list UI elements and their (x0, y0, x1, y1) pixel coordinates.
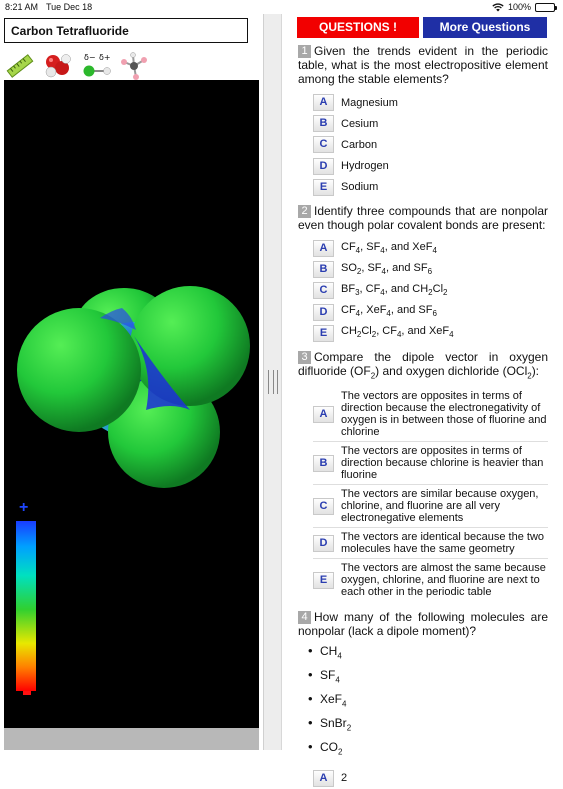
option-letter[interactable]: C (313, 498, 334, 515)
option-3c[interactable]: C The vectors are similar because oxygen, chlorine, and fluorine are all very electronegative elements (313, 485, 548, 528)
question-number: 3 (298, 351, 311, 364)
option-letter[interactable]: A (313, 240, 334, 257)
option-letter[interactable]: A (313, 770, 334, 787)
split-divider[interactable] (264, 14, 282, 750)
option-letter[interactable]: A (313, 94, 334, 111)
option-text: $CF_4$, XeF$_4$, and $SF_6$ (341, 304, 437, 319)
status-time: 8:21 AM (5, 2, 39, 12)
ball-stick-icon[interactable] (120, 52, 148, 80)
dipole-icon[interactable] (82, 52, 110, 80)
divider-handle-icon[interactable] (268, 370, 278, 394)
option-3b[interactable]: B The vectors are opposites in terms of direction because chlorine is heavier than fluorine (313, 442, 548, 485)
option-2b[interactable] (313, 259, 548, 280)
option-letter[interactable]: B (313, 455, 334, 472)
option-text: $BF_3$, $CF_4$, and $CH_2Cl_2$ (341, 282, 448, 298)
question-1-text: 1 Given the trends evident in the periodic table, what is the most electropositive element among the stable elements? (298, 44, 548, 86)
molecule-item: • XeF$_4$ (320, 690, 548, 714)
space-filling-icon[interactable] (44, 52, 72, 80)
more-questions-button[interactable]: More Questions (423, 17, 547, 38)
option-letter[interactable]: B (313, 261, 334, 278)
potential-color-scale (16, 521, 36, 691)
question-3-body: Compare the dipole vector in oxygen difluoride $(OF_2)$ and oxygen dichloride (OCl$_2$): (298, 350, 548, 381)
question-1 (298, 44, 548, 198)
question-buttons (297, 17, 547, 38)
scale-positive-label: + (19, 499, 29, 516)
svg-text:δ+: δ+ (99, 53, 111, 62)
option-1d[interactable]: D Hydrogen (313, 156, 548, 177)
option-2c[interactable] (313, 280, 548, 301)
option-1c[interactable]: C Carbon (313, 134, 548, 155)
ruler-icon[interactable] (6, 52, 34, 80)
questions-button[interactable]: QUESTIONS ! (297, 17, 419, 38)
wifi-icon (492, 3, 504, 12)
option-letter[interactable]: C (313, 136, 334, 153)
option-2a[interactable] (313, 238, 548, 259)
question-4-text: 4 How many of the following molecules are nonpolar (lack a dipole moment)? (298, 610, 548, 638)
option-text: $SO_2$, $SF_4$, and $SF_6$ (341, 261, 433, 276)
question-number: 4 (298, 611, 311, 624)
molecule-item: • $SF_4$ (320, 666, 548, 690)
status-bar (0, 0, 563, 14)
questions-panel (283, 14, 563, 785)
molecule-item: • $CH_4$ (320, 642, 548, 666)
question-number: 2 (298, 205, 311, 218)
option-letter[interactable]: E (313, 325, 334, 342)
option-4a[interactable]: A 2 (313, 767, 548, 788)
option-3d[interactable]: D The vectors are identical because the two molecules have the same geometry (313, 528, 548, 559)
option-letter[interactable]: D (313, 304, 334, 321)
option-text: $CH_2Cl_2$, $CF_4$, and XeF$_4$ (341, 325, 454, 340)
option-letter[interactable]: B (313, 115, 334, 132)
option-text: $CF_4$, $SF_4$, and XeF$_4$ (341, 240, 437, 255)
scale-negative-label (23, 691, 31, 695)
view-toolbar (6, 50, 148, 82)
option-letter[interactable]: A (313, 406, 334, 423)
molecule-panel (0, 14, 264, 750)
molecule-viewer[interactable] (4, 80, 259, 728)
cf4-space-filling-model (4, 80, 259, 728)
battery-icon (535, 3, 555, 12)
question-4 (298, 610, 548, 789)
option-2e[interactable] (313, 323, 548, 344)
option-letter[interactable]: C (313, 282, 334, 299)
status-right (492, 2, 555, 12)
option-letter[interactable]: E (313, 179, 334, 196)
molecule-list (320, 642, 548, 761)
question-number: 1 (298, 45, 311, 58)
option-letter[interactable]: E (313, 572, 334, 589)
molecule-title: Carbon Tetrafluoride (4, 18, 248, 43)
option-1b[interactable]: B Cesium (313, 113, 548, 134)
question-3 (298, 350, 548, 601)
svg-text:δ−: δ− (84, 53, 96, 62)
option-1a[interactable]: A Magnesium (313, 92, 548, 113)
molecule-item: • SnBr$_2$ (320, 714, 548, 738)
option-3e[interactable]: E The vectors are almost the same because oxygen, chlorine, and fluorine are next to each other in the periodic table (313, 559, 548, 601)
question-3-text (298, 350, 548, 383)
question-2 (298, 204, 548, 344)
option-3a[interactable]: A The vectors are opposites in terms of direction because the electronegativity of oxygen is in between those of fluorine and chlorine (313, 387, 548, 442)
option-2d[interactable] (313, 302, 548, 323)
viewer-footer (4, 728, 259, 750)
status-date: Tue Dec 18 (46, 2, 93, 12)
option-1e[interactable]: E Sodium (313, 177, 548, 198)
option-letter[interactable]: D (313, 535, 334, 552)
option-letter[interactable]: D (313, 158, 334, 175)
question-2-text: 2 Identify three compounds that are nonpolar even though polar covalent bonds are present: (298, 204, 548, 232)
battery-percent: 100% (507, 2, 531, 12)
molecule-item: • $CO_2$ (320, 738, 548, 762)
